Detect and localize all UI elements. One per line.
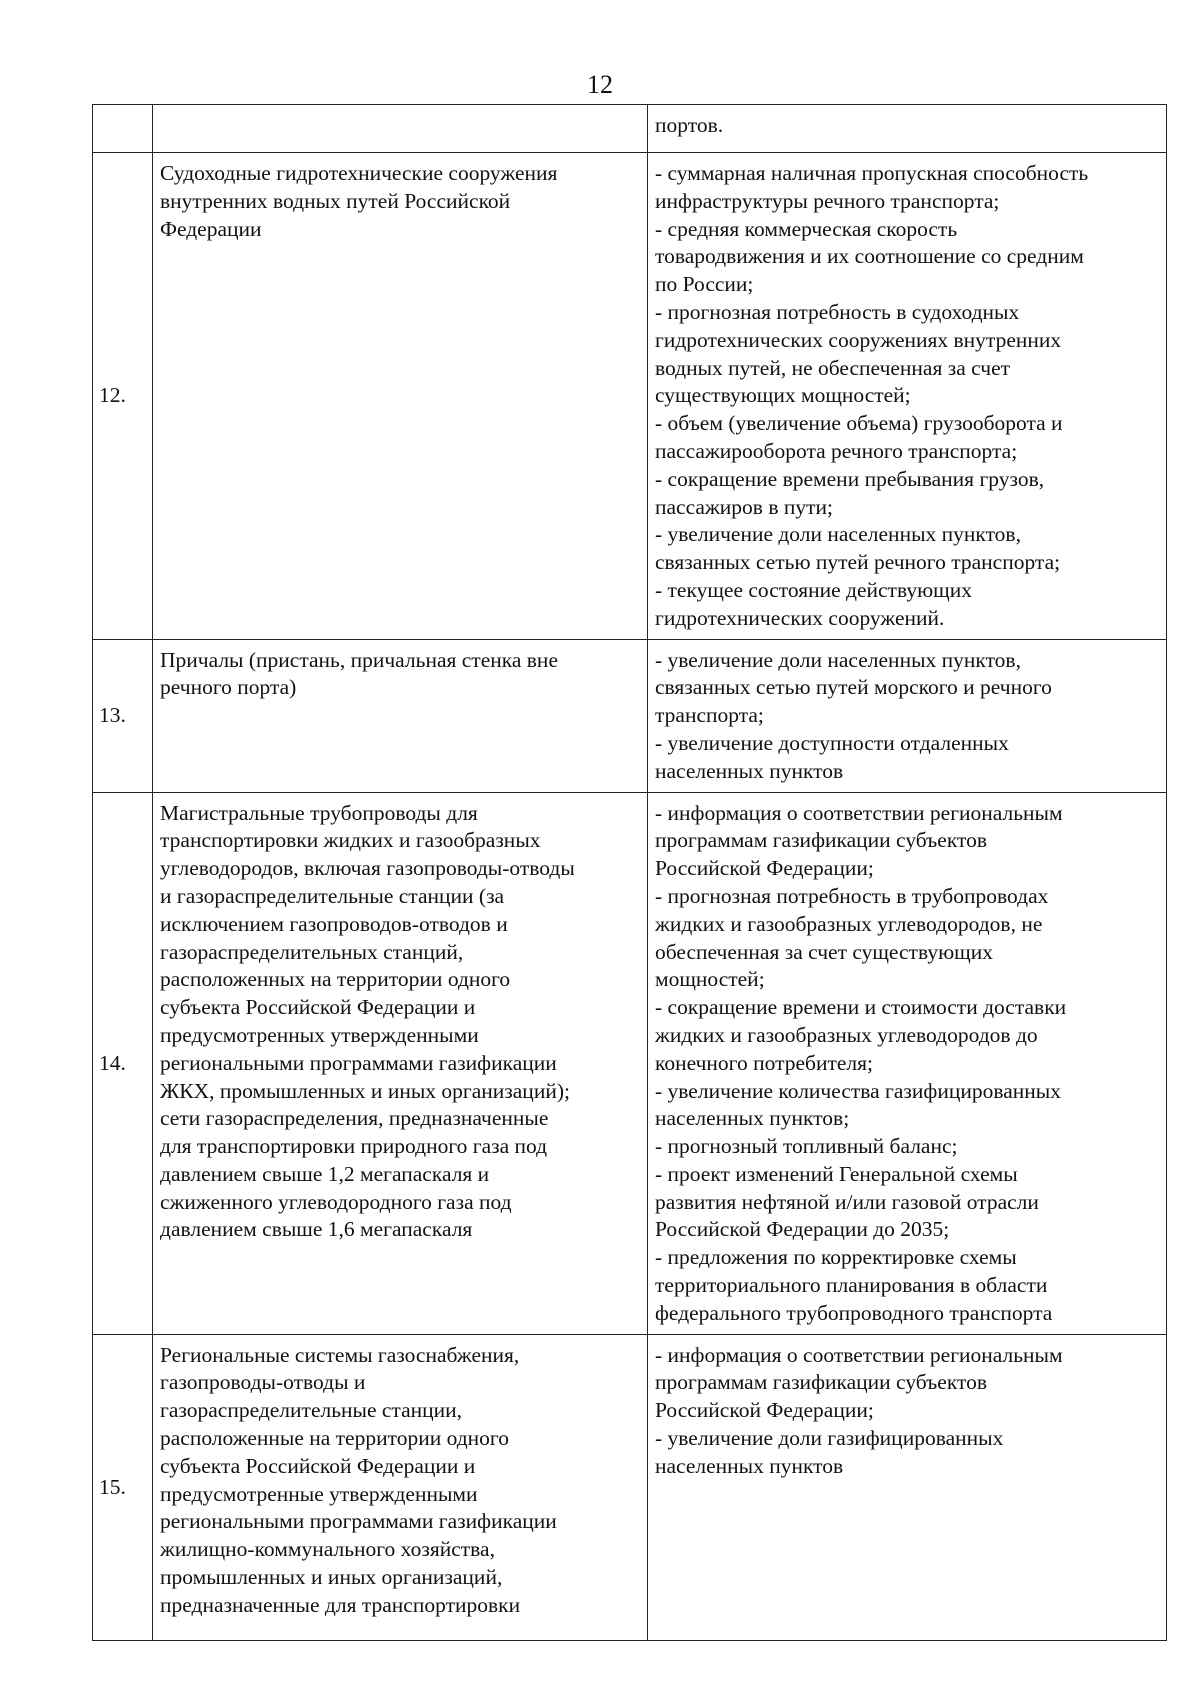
indicator-text-line: гидротехнических сооружениях внутренних xyxy=(655,327,1062,352)
indicator-text-line: инфраструктуры речного транспорта; xyxy=(655,188,1000,213)
row-number-cell xyxy=(93,105,153,153)
indicator-text-line: пассажиров в пути; xyxy=(655,494,833,519)
table-row xyxy=(93,153,1167,640)
object-text-line: Региональные системы газоснабжения, xyxy=(160,1342,520,1367)
object-text-line: жилищно-коммунального хозяйства, xyxy=(160,1537,495,1562)
indicator-text-line: федерального трубопроводного транспорта xyxy=(655,1300,1053,1325)
object-text-line: Федерации xyxy=(160,216,262,241)
object-text-line: газопроводы-отводы и xyxy=(160,1370,366,1395)
object-text-line: сжиженного углеводородного газа под xyxy=(160,1189,512,1214)
row-number: 13. xyxy=(99,703,126,728)
object-text-line: ЖКХ, промышленных и иных организаций); xyxy=(160,1078,570,1103)
indicator-text-line: водных путей, не обеспеченная за счет xyxy=(655,355,1011,380)
indicator-text-line: товародвижения и их соотношение со средним xyxy=(655,244,1084,269)
object-text-line: предназначенные для транспортировки xyxy=(160,1592,521,1617)
row-number-cell xyxy=(93,153,153,640)
object-text-line: речного порта) xyxy=(160,675,297,700)
object-text-line: давлением свыше 1,2 мегапаскаля и xyxy=(160,1161,490,1186)
indicator-text-line: Российской Федерации; xyxy=(655,856,874,881)
indicator-text-line: жидких и газообразных углеводородов, не xyxy=(655,911,1043,936)
indicator-text-line: - проект изменений Генеральной схемы xyxy=(655,1161,1018,1186)
indicator-text-line: - сокращение времени и стоимости доставки xyxy=(655,995,1067,1020)
indicator-text-line: портов. xyxy=(655,113,724,137)
table-row xyxy=(93,792,1167,1334)
indicator-text-line: гидротехнических сооружений. xyxy=(655,605,945,630)
object-text-line: расположенные на территории одного xyxy=(160,1426,509,1451)
indicator-text-line: программам газификации субъектов xyxy=(655,1370,988,1395)
indicator-text-line: - прогнозная потребность в трубопроводах xyxy=(655,883,1049,908)
indicator-text-line: связанных сетью путей речного транспорта; xyxy=(655,550,1061,575)
object-text-line: региональными программами газификации xyxy=(160,1509,557,1534)
indicator-text-line: - увеличение доли населенных пунктов, xyxy=(655,522,1021,547)
indicator-text-line: Российской Федерации; xyxy=(655,1398,874,1423)
indicator-text-line: - суммарная наличная пропускная способность xyxy=(655,161,1089,185)
indicator-text-line: по России; xyxy=(655,272,754,297)
object-text-line: расположенных на территории одного xyxy=(160,967,511,992)
indicator-text-line: - увеличение доли газифицированных xyxy=(655,1426,1004,1451)
table-row xyxy=(93,105,1167,153)
page-number: 12 xyxy=(587,70,613,99)
object-cell xyxy=(153,792,648,1334)
object-text-line: региональными программами газификации xyxy=(160,1050,557,1075)
indicator-text-line: - объем (увеличение объема) грузооборота и xyxy=(655,411,1063,436)
object-text-line: давлением свыше 1,6 мегапаскаля xyxy=(160,1217,473,1242)
table-row xyxy=(93,1334,1167,1640)
object-cell xyxy=(153,153,648,640)
indicators-cell xyxy=(648,105,1167,153)
object-cell xyxy=(153,105,648,153)
indicator-text-line: - информация о соответствии региональным xyxy=(655,800,1063,825)
object-text-line: газораспределительные станции, xyxy=(160,1398,463,1423)
indicators-cell xyxy=(648,792,1167,1334)
indicator-text-line: населенных пунктов xyxy=(655,1453,844,1478)
indicator-text-line: населенных пунктов xyxy=(655,758,844,783)
indicators-cell xyxy=(648,153,1167,640)
indicator-text-line: территориального планирования в области xyxy=(655,1273,1048,1298)
indicator-text-line: - информация о соответствии региональным xyxy=(655,1342,1063,1367)
object-cell xyxy=(153,639,648,792)
indicator-text-line: конечного потребителя; xyxy=(655,1050,873,1075)
indicator-text-line: - предложения по корректировке схемы xyxy=(655,1245,1017,1270)
row-number: 12. xyxy=(99,383,126,408)
indicator-text-line: пассажирооборота речного транспорта; xyxy=(655,438,1018,463)
indicator-text-line: - увеличение доступности отдаленных xyxy=(655,730,1009,755)
indicator-text-line: транспорта; xyxy=(655,703,764,728)
row-number-cell xyxy=(93,1334,153,1640)
object-text-line: исключением газопроводов-отводов и xyxy=(160,911,508,936)
object-text-line: субъекта Российской Федерации и xyxy=(160,1453,476,1478)
indicator-text-line: Российской Федерации до 2035; xyxy=(655,1217,950,1242)
row-number-cell xyxy=(93,639,153,792)
object-text-line: внутренних водных путей Российской xyxy=(160,188,511,213)
object-text-line: Магистральные трубопроводы для xyxy=(160,800,478,825)
row-number: 14. xyxy=(99,1050,126,1075)
table-row xyxy=(93,639,1167,792)
indicator-text-line: населенных пунктов; xyxy=(655,1106,850,1131)
indicators-cell xyxy=(648,1334,1167,1640)
object-text-line: для транспортировки природного газа под xyxy=(160,1134,548,1159)
indicator-text-line: связанных сетью путей морского и речного xyxy=(655,675,1052,700)
object-text-line: Причалы (пристань, причальная стенка вне xyxy=(160,647,558,672)
indicator-text-line: - средняя коммерческая скорость xyxy=(655,216,958,241)
indicator-text-line: программам газификации субъектов xyxy=(655,828,988,853)
indicator-text-line: обеспеченная за счет существующих xyxy=(655,939,993,964)
row-number-cell xyxy=(93,792,153,1334)
indicator-text-line: - прогнозная потребность в судоходных xyxy=(655,299,1020,324)
indicator-text-line: - увеличение доли населенных пунктов, xyxy=(655,647,1021,672)
indicator-text-line: развития нефтяной и/или газовой отрасли xyxy=(655,1189,1039,1214)
indicator-text-line: мощностей; xyxy=(655,967,765,992)
indicators-cell xyxy=(648,639,1167,792)
indicator-text-line: существующих мощностей; xyxy=(655,383,911,408)
object-cell xyxy=(153,1334,648,1640)
object-text-line: углеводородов, включая газопроводы-отводы xyxy=(160,856,575,881)
object-text-line: промышленных и иных организаций, xyxy=(160,1565,503,1590)
row-number: 15. xyxy=(99,1474,126,1499)
indicator-text-line: - сокращение времени пребывания грузов, xyxy=(655,466,1045,491)
document-table xyxy=(92,104,1167,1641)
indicator-text-line: жидких и газообразных углеводородов до xyxy=(655,1022,1038,1047)
object-text-line: предусмотренные утвержденными xyxy=(160,1481,478,1506)
indicator-text-line: - увеличение количества газифицированных xyxy=(655,1078,1061,1103)
indicator-text-line: - текущее состояние действующих xyxy=(655,577,972,602)
indicator-text-line: - прогнозный топливный баланс; xyxy=(655,1134,958,1159)
object-text-line: и газораспределительные станции (за xyxy=(160,883,505,908)
table-body xyxy=(93,105,1167,1641)
object-text-line: субъекта Российской Федерации и xyxy=(160,995,476,1020)
object-text-line: газораспределительных станций, xyxy=(160,939,464,964)
object-text-line: транспортировки жидких и газообразных xyxy=(160,828,541,853)
object-text-line: сети газораспределения, предназначенные xyxy=(160,1106,549,1131)
object-text-line: предусмотренных утвержденными xyxy=(160,1022,479,1047)
object-text-line: Судоходные гидротехнические сооружения xyxy=(160,161,558,185)
